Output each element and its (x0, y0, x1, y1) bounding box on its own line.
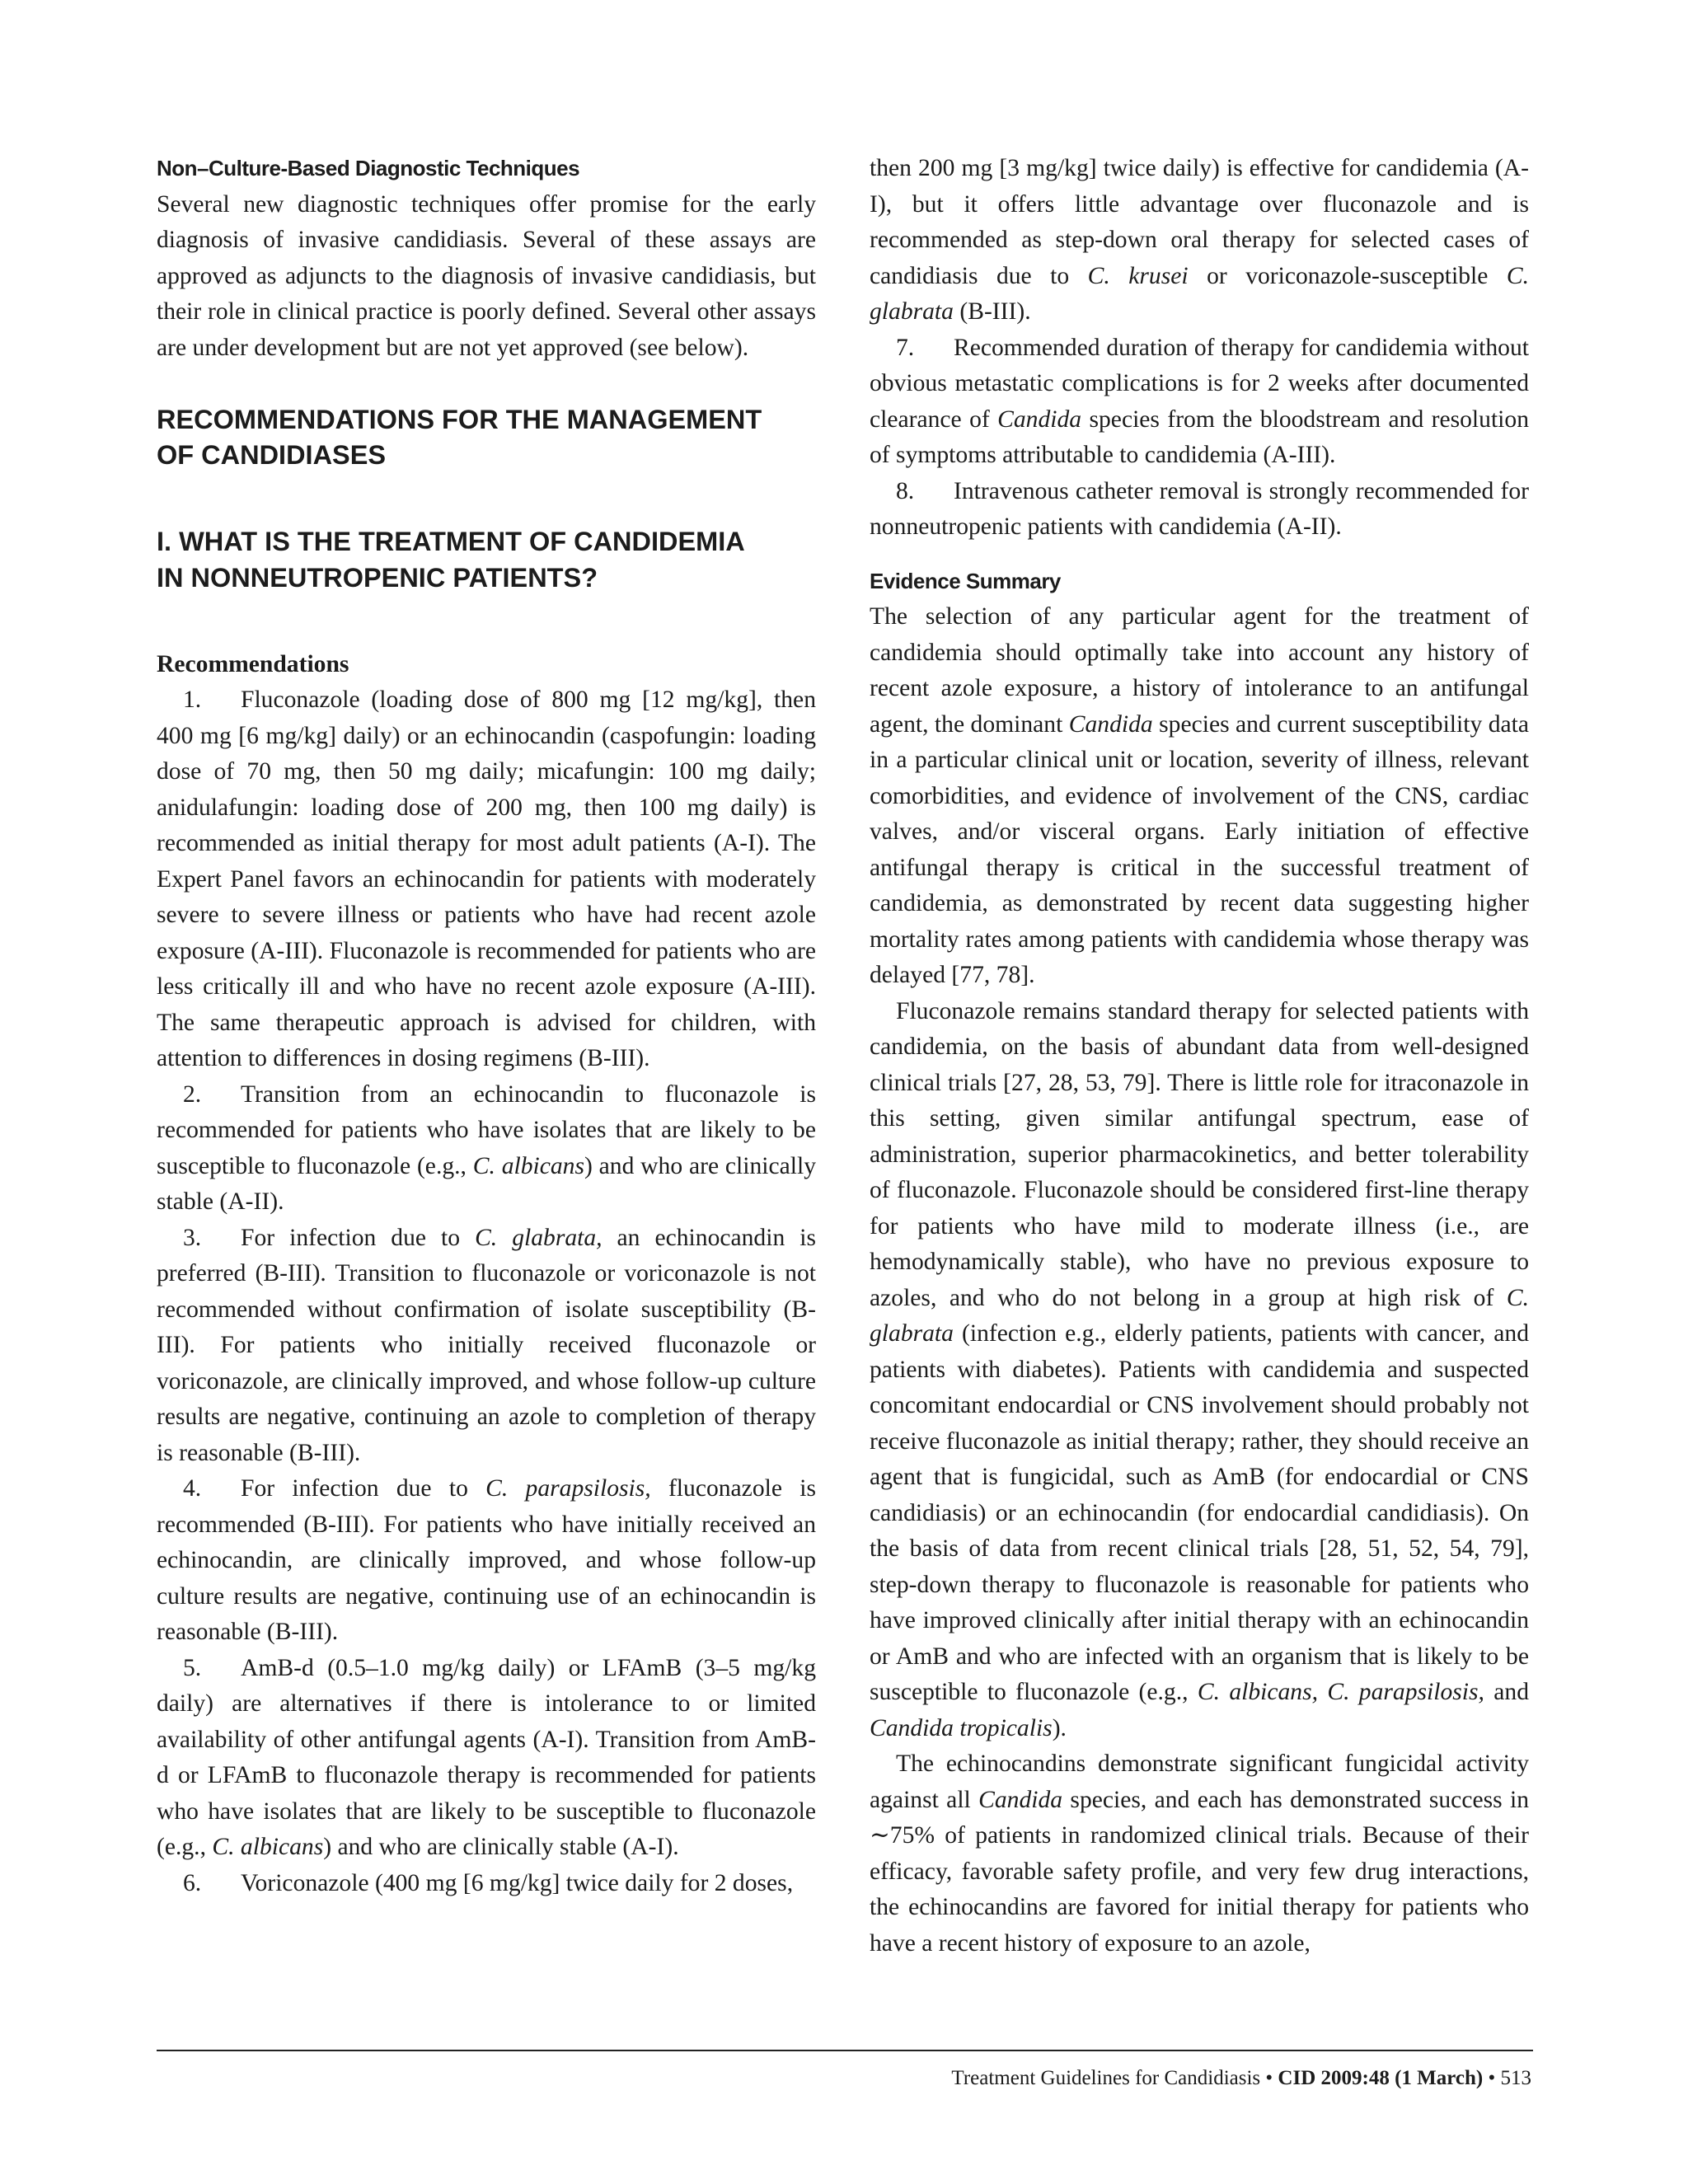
recommendation-item: 5. AmB-d (0.5–1.0 mg/kg daily) or LFAmB (3–5 mg/kg daily) are alternatives if there is intolerance to or limited availability of other antifungal agents (A-I). Transition from AmB-d or LFAmB to fluconazole therapy is recommended for patients who have isolates that are likely to be susceptible to fluconazole (e.g., C. albicans) and who are clinically stable (A-I). (157, 1654, 816, 1860)
section-heading-candidemia: I. WHAT IS THE TREATMENT OF CANDIDEMIA IN NONNEUTROPENIC PATIENTS? (157, 527, 745, 593)
footer-journal: CID 2009:48 (1 March) (1278, 2067, 1484, 2089)
recommendation-item: 3. For infection due to C. glabrata, an echinocandin is preferred (B-III). Transition to fluconazole or voriconazole is not recommended without confirmation of isolate susceptibility (B-III). For patients who initially received fluconazole or voriconazole, are clinically improved, and whose follow-up culture results are negative, continuing an azole to completion of therapy is reasonable (B-III). (157, 1224, 816, 1466)
recommendation-item: 2. Transition from an echinocandin to fluconazole is recommended for patients who have isolates that are likely to be susceptible to fluconazole (e.g., C. albicans) and who are clinically stable (A-II). (157, 1080, 816, 1215)
spacer (157, 366, 816, 402)
recommendation-item: 4. For infection due to C. parapsilosis, fluconazole is recommended (B-III). For patients who have initially received an echinocandin, are clinically improved, and whose follow-up culture results are negative, continuing use of an echinocandin is reasonable (B-III). (157, 1475, 816, 1645)
footer-bullet: • (1265, 2067, 1273, 2089)
section-heading-recommendations: RECOMMENDATIONS FOR THE MANAGEMENT OF CANDIDIASES (157, 404, 762, 470)
evidence-paragraph: Fluconazole remains standard therapy for selected patients with candidemia, on the basis of abundant data from well-designed clinical trials [27, 28, 53, 79]. There is little role for itraconazole in this setting, given similar antifungal spectrum, ease of administration, superior pharmacokinetics, and better tolerability of fluconazole. Fluconazole should be considered first-line therapy for patients who have mild to moderate illness (i.e., are hemodynamically stable), who have no previous exposure to azoles, and who do not belong in a group at high risk of C. glabrata (infection e.g., elderly patients, patients with cancer, and patients with diabetes). Patients with candidemia and suspected concomitant endocardial or CNS involvement should probably not receive fluconazole as initial therapy; rather, they should receive an agent that is fungicidal, such as AmB (for endocardial or CNS candidiasis) or an echinocandin (for endocardial candidiasis). On the basis of data from recent clinical trials [28, 51, 52, 54, 79], step-down therapy to fluconazole is reasonable for patients who have improved clinically after initial therapy with an echinocandin or AmB and who are infected with an organism that is likely to be susceptible to fluconazole (e.g., C. albicans, C. parapsilosis, and Candida tropicalis). (870, 997, 1529, 1741)
evidence-paragraph: The echinocandins demonstrate significant fungicidal activity against all Candida species, and each has demonstrated success in ∼75% of patients in randomized clinical trials. Because of their efficacy, favorable safety profile, and very few drug interactions, the echinocandins are favored for initial therapy for patients who have a recent history of exposure to an azole, (870, 1750, 1529, 1957)
recommendation-item: 6. Voriconazole (400 mg [6 mg/kg] twice daily for 2 doses, (183, 1869, 794, 1896)
footer-bullet: • (1488, 2067, 1496, 2089)
recommendation-item: 8. Intravenous catheter removal is strongly recommended for nonneutropenic patients with candidemia (A-II). (870, 477, 1529, 540)
spacer (157, 596, 816, 632)
evidence-paragraph: The selection of any particular agent for the treatment of candidemia should optimally take into account any history of recent azole exposure, a history of intolerance to an antifungal agent, the dominant Candida species and current susceptibility data in a particular clinical unit or location, severity of illness, relevant comorbidities, and evidence of involvement of the CNS, cardiac valves, and/or visceral organs. Early initiation of effective antifungal therapy is critical in the successful treatment of candidemia, as demonstrated by recent data suggesting higher mortality rates among patients with candidemia whose therapy was delayed [77, 78]. (870, 603, 1529, 988)
recommendation-6-continued: then 200 mg [3 mg/kg] twice daily) is effective for candidemia (A-I), but it offers little advantage over fluconazole and is recommended as step-down oral therapy for selected cases of candidiasis due to C. krusei or voriconazole-susceptible C. glabrata (B-III). (870, 155, 1529, 325)
recommendations-heading: Recommendations (157, 650, 349, 677)
footer-rule (157, 2050, 1533, 2051)
spacer (157, 474, 816, 510)
recommendation-item: 7. Recommended duration of therapy for candidemia without obvious metastatic complications is for 2 weeks after documented clearance of Candida species from the bloodstream and resolution of symptoms attributable to candidemia (A-III). (870, 334, 1529, 468)
recommendation-item: 1. Fluconazole (loading dose of 800 mg [12 mg/kg], then 400 mg [6 mg/kg] daily) or an echinocandin (caspofungin: loading dose of 70 mg, then 50 mg daily; micafungin: 100 mg daily; anidulafungin: loading dose of 200 mg, then 100 mg daily) is recommended as initial therapy for most adult patients (A-I). The Expert Panel favors an echinocandin for patients with moderately severe to severe illness or patients who have had recent azole exposure (A-III). Fluconazole is recommended for patients who are less critically ill and who have no recent azole exposure (A-III). The same therapeutic approach is advised for children, with attention to differences in dosing regimens (B-III). (157, 687, 816, 1071)
page-number: 513 (1500, 2067, 1531, 2089)
footer-title: Treatment Guidelines for Candidiasis (951, 2067, 1261, 2089)
paragraph-nonculture: Several new diagnostic techniques offer promise for the early diagnosis of invasive candidiasis. Several of these assays are approved as adjuncts to the diagnosis of invasive candidiasis, but their role in clinical practice is poorly defined. Several other assays are under development but are not yet approved (see below). (157, 190, 816, 361)
right-column (870, 151, 1529, 1961)
heading-nonculture: Non–Culture-Based Diagnostic Techniques (157, 156, 580, 180)
left-column (157, 151, 816, 1901)
page-footer (951, 2064, 1531, 2093)
heading-evidence-summary: Evidence Summary (870, 568, 1061, 593)
